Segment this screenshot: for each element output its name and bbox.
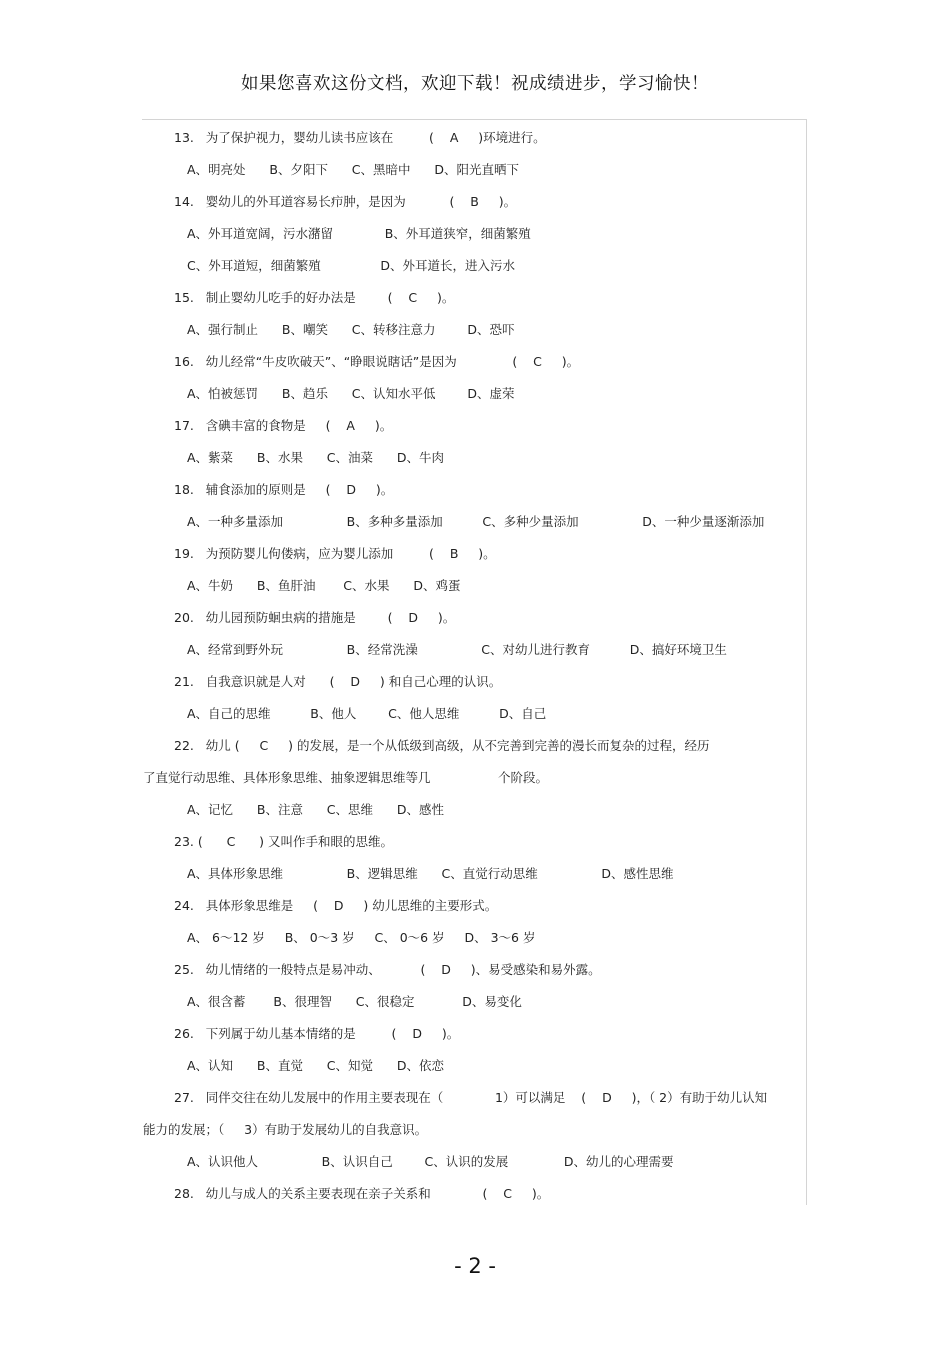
options-14-cd: C、外耳道短，细菌繁殖 D、外耳道长，进入污水 [187, 258, 515, 273]
options-25: A、很含蓄 B、很理智 C、很稳定 D、易变化 [187, 994, 522, 1009]
page-number: - 2 - [454, 1254, 496, 1278]
options-27: A、认识他人 B、认识自己 C、认识的发展 D、幼儿的心理需要 [187, 1154, 674, 1169]
options-26: A、认知 B、直觉 C、知觉 D、依恋 [187, 1058, 445, 1073]
question-18: 18. 辅食添加的原则是 ( D )。 [174, 482, 394, 497]
options-14-ab: A、外耳道宽阔，污水潴留 B、外耳道狭窄，细菌繁殖 [187, 226, 531, 241]
question-22: 22. 幼儿 ( C ) 的发展，是一个从低级到高级，从不完善到完善的漫长而复杂的过程，经历 [174, 738, 710, 753]
question-24: 24. 具体形象思维是 ( D ) 幼儿思维的主要形式。 [174, 898, 498, 913]
question-19: 19. 为预防婴儿佝偻病，应为婴儿添加 ( B )。 [174, 546, 496, 561]
options-20: A、经常到野外玩 B、经常洗澡 C、对幼儿进行教育 D、搞好环境卫生 [187, 642, 727, 657]
question-27-continued: 能力的发展；（ 3）有助于发展幼儿的自我意识。 [143, 1122, 428, 1137]
question-17: 17. 含碘丰富的食物是 ( A )。 [174, 418, 393, 433]
question-13: 13. 为了保护视力，婴幼儿读书应该在 ( A )环境进行。 [174, 130, 546, 145]
question-16: 16. 幼儿经常“牛皮吹破天”、“睁眼说瞎话”是因为 ( C )。 [174, 354, 580, 369]
options-16: A、怕被惩罚 B、趋乐 C、认知水平低 D、虚荣 [187, 386, 515, 401]
options-21: A、自己的思维 B、他人 C、他人思维 D、自己 [187, 706, 547, 721]
options-15: A、强行制止 B、嘲笑 C、转移注意力 D、恐吓 [187, 322, 515, 337]
content-frame [142, 119, 807, 1205]
question-20: 20. 幼儿园预防蛔虫病的措施是 ( D )。 [174, 610, 456, 625]
question-28: 28. 幼儿与成人的关系主要表现在亲子关系和 ( C )。 [174, 1186, 550, 1201]
question-15: 15. 制止婴幼儿吃手的好办法是 ( C )。 [174, 290, 455, 305]
question-26: 26. 下列属于幼儿基本情绪的是 ( D )。 [174, 1026, 460, 1041]
question-21: 21. 自我意识就是人对 ( D ) 和自己心理的认识。 [174, 674, 502, 689]
options-17: A、紫菜 B、水果 C、油菜 D、牛肉 [187, 450, 445, 465]
options-22: A、记忆 B、注意 C、思维 D、感性 [187, 802, 445, 817]
question-14: 14. 婴幼儿的外耳道容易长疖肿，是因为 ( B )。 [174, 194, 517, 209]
question-23: 23. ( C ) 又叫作手和眼的思维。 [174, 834, 393, 849]
download-banner: 如果您喜欢这份文档，欢迎下载！祝成绩进步，学习愉快！ [241, 74, 709, 94]
question-22-continued: 了直觉行动思维、具体形象思维、抽象逻辑思维等几 个阶段。 [143, 770, 549, 785]
options-23: A、具体形象思维 B、逻辑思维 C、直觉行动思维 D、感性思维 [187, 866, 674, 881]
options-24: A、 6～12 岁 B、 0～3 岁 C、 0～6 岁 D、 3～6 岁 [187, 930, 536, 945]
options-19: A、牛奶 B、鱼肝油 C、水果 D、鸡蛋 [187, 578, 461, 593]
question-27: 27. 同伴交往在幼儿发展中的作用主要表现在（ 1）可以满足 ( D )，（ 2）有助于幼儿认知 [174, 1090, 768, 1105]
options-18: A、一种多量添加 B、多种多量添加 C、多种少量添加 D、一种少量逐渐添加 [187, 514, 765, 529]
options-13: A、明亮处 B、夕阳下 C、黑暗中 D、阳光直晒下 [187, 162, 520, 177]
question-25: 25. 幼儿情绪的一般特点是易冲动、 ( D )、易受感染和易外露。 [174, 962, 601, 977]
